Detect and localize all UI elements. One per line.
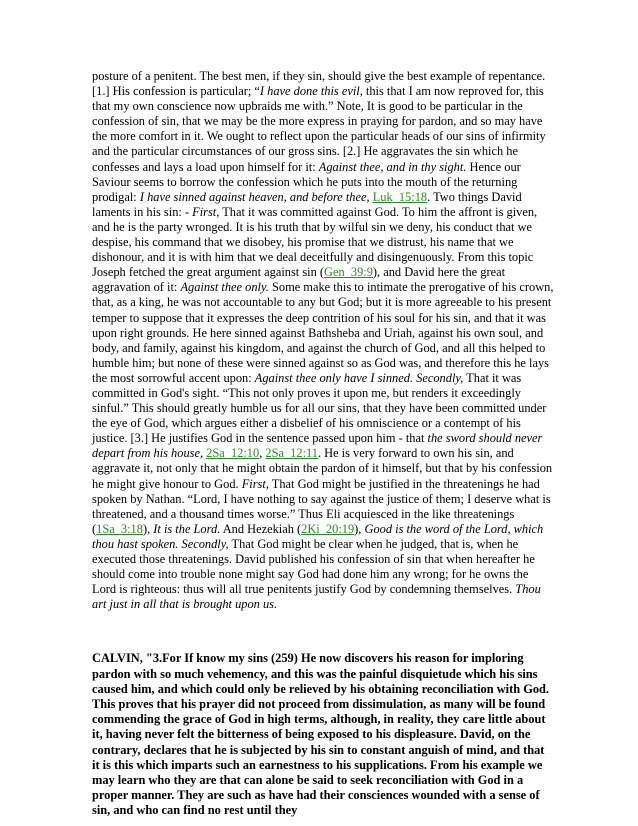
italic-run: I have sinned against heaven, and before thee, bbox=[139, 189, 370, 204]
calvin-paragraph: CALVIN, "3.For If know my sins (259) He now discovers his reason for imploring pardon with so much vehemency, and this was the painful disquietude which his sins caused him, and which could only be relieved by his obtaining reconciliation with God. This proves that his prayer did not proceed from dissimulation, as many will be found commending the grace of God in high terms, although, in reality, they care little about it, having never felt the bitterness of being exposed to his displeasure. David, on the contrary, declares that he is subjected by his sin to constant anguish of mind, and that it is this which imparts such an earnestness to his supplications. From his example we may learn who they are that can alone be said to seek reconciliation with God in a proper manner. They are such as have had their consciences wounded with a sense of sin, and who can find no rest until they bbox=[92, 651, 550, 818]
italic-run: Against thee only have I sinned. bbox=[254, 370, 414, 385]
text-run: Hence our Saviour seems to borrow the confession which he puts into the mouth of the returning prodigal: bbox=[92, 159, 521, 204]
italic-run: Against thee, and in thy sight. bbox=[318, 159, 467, 174]
text-run: this that I am now reproved for, this that my own conscience now upbraids me with.” Note, It is good to be particular in the confession of sin, that we may be the more express in praying for pardon, and so may have the more comfort in it. We ought to reflect upon the particular heads of our sins of infirmity and the particular circumstances of our gross sins. [2.] He aggravates the sin which he confesses and lays a load upon himself for it: bbox=[92, 84, 546, 174]
italic-run: Thou art just in all that is brought upon us. bbox=[92, 582, 541, 612]
text-run: That it was committed in God's sight. “This not only proves it upon me, but renders it exceedingly sinful.” This should greatly humble us for all our sins, that they have been committed under the eye of God, which argues either a disbelief of his omniscience or a contempt of his justice. [3.] He justifies God in the sentence passed upon him - that bbox=[92, 370, 547, 446]
scripture-link-luk-15-18[interactable]: Luk_15:18 bbox=[372, 189, 428, 204]
scripture-link-2ki-20-19[interactable]: 2Ki_20:19 bbox=[301, 521, 355, 536]
italic-run: First, bbox=[241, 476, 269, 491]
scripture-link-gen-39-9[interactable]: Gen_39:9 bbox=[324, 265, 373, 280]
document-page bbox=[92, 69, 554, 819]
scripture-link-2sa-12-10[interactable]: 2Sa_12:10 bbox=[206, 446, 260, 461]
text-run: That God might be justified in the threatenings he had spoken by Nathan. “Lord, I have nothing to say against the justice of them; I deserve what is threatened, and a thousand times worse.” Thus Eli acquiesced in the like threatenings ( bbox=[92, 476, 551, 536]
italic-run: First, bbox=[192, 204, 220, 219]
commentary-paragraph bbox=[92, 69, 554, 612]
scripture-link-1sa-3-18[interactable]: 1Sa_3:18 bbox=[96, 521, 143, 536]
text-run: That God might be clear when he judged, that is, when he executed those threatenings. David published his confession of sin that when hereafter he should come into trouble none might say God had done him any wrong; for he owns the Lord is righteous: thus will all true penitents justify God by condemning themselves. bbox=[92, 536, 535, 597]
italic-run: Secondly, bbox=[416, 370, 464, 385]
italic-run: Secondly, bbox=[181, 536, 229, 551]
text-run: Some make this to intimate the prerogative of his crown, that, as a king, he was not accountable to any but God; but it is more agreeable to his present temper to suppose that it expresses the deep contrition of his soul for his sin, and that it was upon right grounds. He here sinned against Bathsheba and Uriah, against his own soul, and body, and family, against his kingdom, and against the church of God, and all this helped to humble him; but none of these were sinned against so as God was, and therefore this he lays the most sorrowful accent upon: bbox=[92, 280, 554, 385]
italic-run: It is the Lord. bbox=[153, 521, 221, 536]
text-run: . He is very forward to own his sin, and aggravate it, not only that he might obtain the pardon of it himself, but that by his confession he might give honour to God. bbox=[92, 446, 553, 491]
text-run: And Hezekiah ( bbox=[220, 521, 302, 536]
italic-run: the sword should never depart from his house, bbox=[92, 431, 543, 461]
italic-run: Good is the word of the Lord, which thou hast spoken. bbox=[92, 521, 544, 551]
text-run: ), and David here the great aggravation of it: bbox=[92, 265, 506, 295]
text-run: . Two things David laments in his sin: - bbox=[92, 189, 522, 219]
text-run: ), bbox=[354, 521, 365, 536]
italic-run: I have done this evil, bbox=[259, 84, 363, 99]
text-run: ), bbox=[142, 521, 154, 536]
scripture-link-2sa-12-11[interactable]: 2Sa_12:11 bbox=[265, 446, 318, 461]
text-run: posture of a penitent. The best men, if they sin, should give the best example of repentance. [1.] His confession is particular; “ bbox=[92, 69, 546, 99]
text-run: That it was committed against God. To him the affront is given, and he is the party wronged. It is his truth that by wilful sin we deny, his conduct that we despise, his command that we disobey, his promise that we distrust, his name that we dishonour, and it is with him that we deal deceitfully and disingenuously. From this topic Joseph fetched the great argument against sin ( bbox=[92, 204, 538, 280]
italic-run: Against thee only. bbox=[180, 280, 269, 295]
text-run: , bbox=[259, 446, 266, 461]
